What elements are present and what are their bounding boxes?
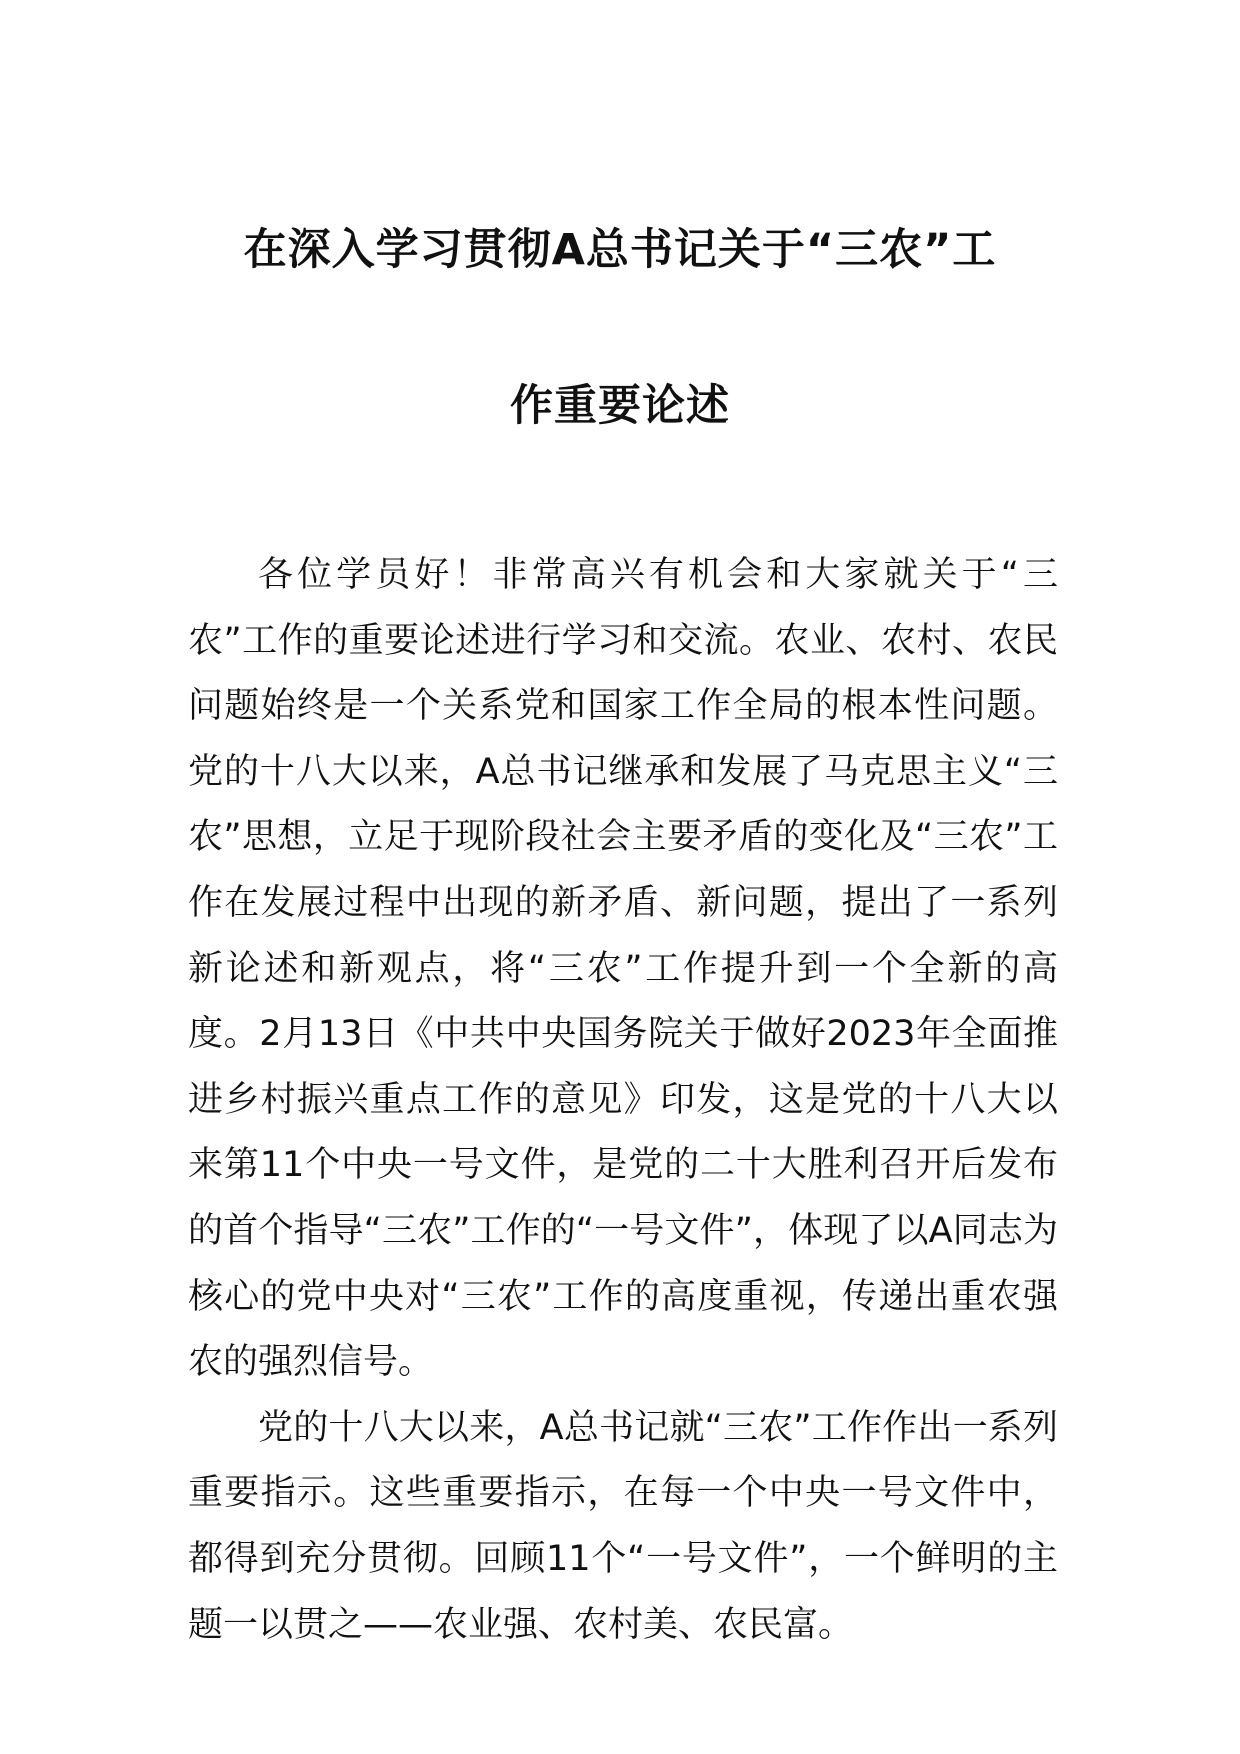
document-body <box>188 543 1058 1658</box>
title-line-2: 作重要论述 <box>510 381 730 431</box>
document-title <box>190 172 1050 484</box>
paragraph-2: 党的十八大以来，A总书记就“三农”工作作出一系列重要指示。这些重要指示，在每一个中央一号文件中，都得到充分贯彻。回顾11个“一号文件”，一个鲜明的主题一以贯之——农业强、农村美、农民富。 <box>188 1407 1058 1645</box>
title-line-1: 在深入学习贯彻A总书记关于“三农”工 <box>243 225 997 275</box>
paragraph-1: 各位学员好！非常高兴有机会和大家就关于“三农”工作的重要论述进行学习和交流。农业、农村、农民问题始终是一个关系党和国家工作全局的根本性问题。党的十八大以来，A总书记继承和发展了马克思主义“三农”思想，立足于现阶段社会主要矛盾的变化及“三农”工作在发展过程中出现的新矛盾、新问题，提出了一系列新论述和新观点，将“三农”工作提升到一个全新的高度。2月13日《中共中央国务院关于做好2023年全面推进乡村振兴重点工作的意见》印发，这是党的十八大以来第11个中央一号文件，是党的二十大胜利召开后发布的首个指导“三农”工作的“一号文件”，体现了以A同志为核心的党中央对“三农”工作的高度重视，传递出重农强农的强烈信号。 <box>188 555 1058 1383</box>
